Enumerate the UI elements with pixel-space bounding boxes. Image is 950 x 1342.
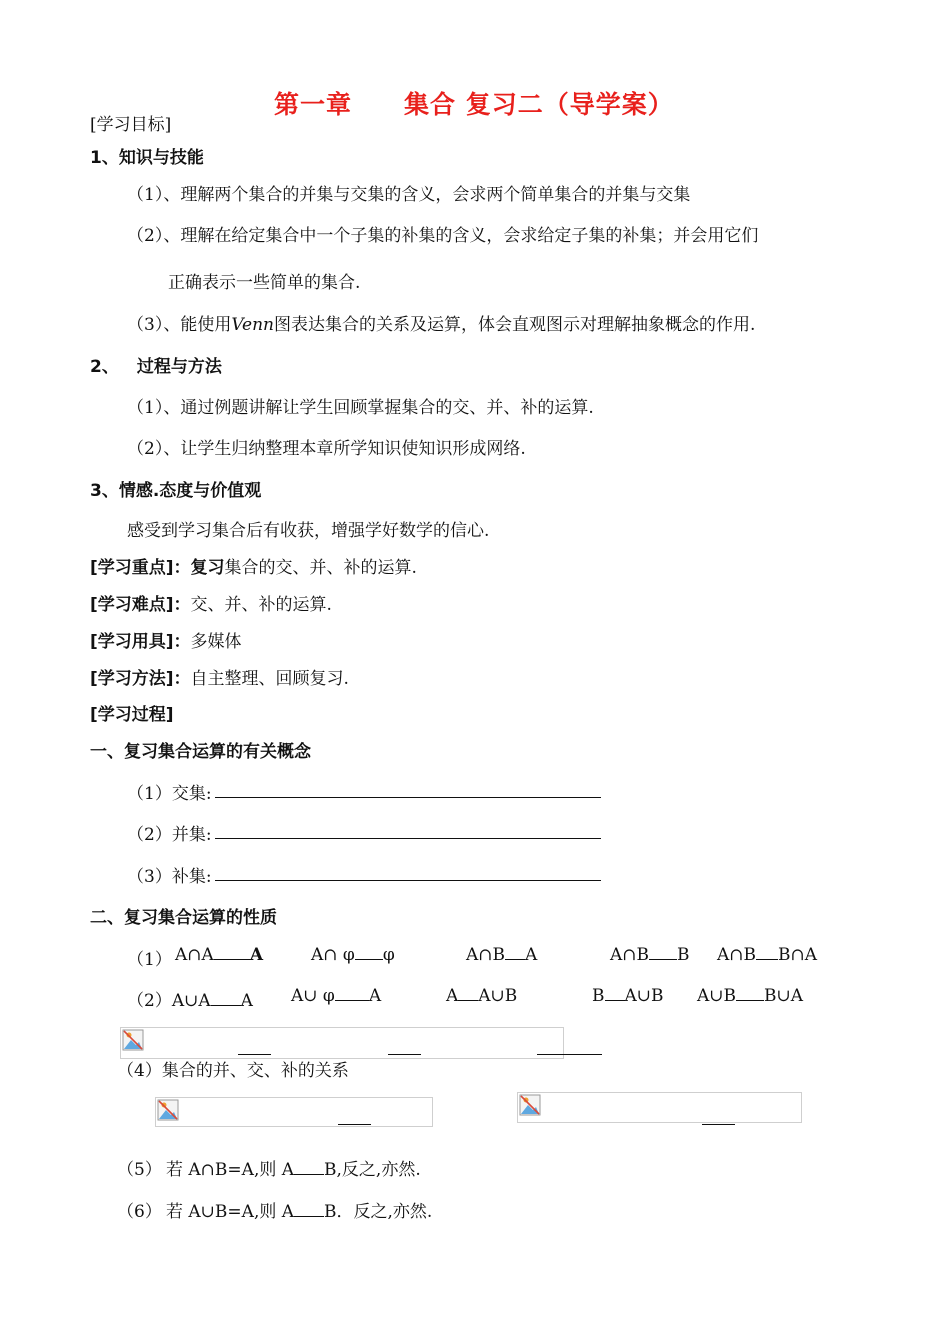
blank[interactable] xyxy=(338,1124,371,1125)
property-1c: A∩B A xyxy=(466,945,538,965)
blank[interactable] xyxy=(355,945,383,960)
process-item-1: （1）、通过例题讲解让学生回顾掌握集合的交、并、补的运算. xyxy=(127,398,594,418)
broken-image-left xyxy=(155,1097,433,1127)
attitude-text: 感受到学习集合后有收获，增强学好数学的信心. xyxy=(127,521,490,541)
learning-process-heading: [学习过程] xyxy=(90,705,174,725)
blank[interactable] xyxy=(649,945,677,960)
venn-term: Venn xyxy=(231,315,275,335)
property-5-num: （5） xyxy=(117,1160,162,1180)
property-6: 若 A∪B=A,则 A B．反之,亦然. xyxy=(166,1202,433,1222)
complement-blank[interactable] xyxy=(215,880,601,881)
objective-item-3: （3）、能使用Venn图表达集合的关系及运算，体会直观图示对理解抽象概念的作用. xyxy=(127,315,756,335)
complement-label: （3）补集: xyxy=(127,867,212,887)
property-row-1-num: （1） xyxy=(127,950,172,970)
blank[interactable] xyxy=(505,945,525,960)
blank[interactable] xyxy=(214,945,250,960)
process-item-2: （2）、让学生归纳整理本章所学知识使知识形成网络. xyxy=(127,439,526,459)
blank[interactable] xyxy=(335,986,369,1001)
property-5: 若 A∩B=A,则 A B,反之,亦然. xyxy=(166,1160,421,1180)
union-blank[interactable] xyxy=(215,838,601,839)
attitude-heading: 3、情感.态度与价值观 xyxy=(90,481,262,501)
broken-image-icon xyxy=(122,1029,144,1051)
method: [学习方法]：自主整理、回顾复习. xyxy=(90,669,349,689)
objective-item-1: （1）、理解两个集合的并集与交集的含义，会求两个简单集合的并集与交集 xyxy=(127,185,691,205)
difficulty: [学习难点]：交、并、补的运算. xyxy=(90,595,332,615)
objective-item-2: （2）、理解在给定集合中一个子集的补集的含义，会求给定子集的补集；并会用它们 xyxy=(127,226,759,246)
broken-image-icon xyxy=(519,1094,541,1116)
broken-image-right xyxy=(517,1092,802,1123)
blank[interactable] xyxy=(756,945,778,960)
union-label: （2）并集: xyxy=(127,825,212,845)
intersection-label: （1）交集: xyxy=(127,784,212,804)
blank[interactable] xyxy=(294,1160,324,1175)
blank[interactable] xyxy=(388,1054,421,1055)
property-1b: A∩ φ φ xyxy=(311,945,395,965)
part1-heading: 一、复习集合运算的有关概念 xyxy=(90,742,311,762)
objectives-heading: [学习目标] xyxy=(90,115,172,135)
property-2b: A∪ φ A xyxy=(291,986,382,1006)
property-1e: A∩B B∩A xyxy=(717,945,818,965)
property-1d: A∩B B xyxy=(610,945,690,965)
property-6-num: （6） xyxy=(117,1202,162,1222)
property-2e: A∪B B∪A xyxy=(697,986,804,1006)
blank[interactable] xyxy=(605,986,625,1001)
objective-item-2-cont: 正确表示一些简单的集合. xyxy=(168,273,361,293)
blank[interactable] xyxy=(702,1124,735,1125)
property-1a: A∩A A xyxy=(175,945,264,965)
property-2a: （2）A∪A A xyxy=(127,991,253,1011)
property-4-label: （4）集合的并、交、补的关系 xyxy=(117,1061,349,1081)
broken-image-icon xyxy=(157,1099,179,1121)
key-point: [学习重点]：复习集合的交、并、补的运算. xyxy=(90,558,417,578)
part2-heading: 二、复习集合运算的性质 xyxy=(90,908,277,928)
blank[interactable] xyxy=(458,986,478,1001)
property-2c: A A∪B xyxy=(446,986,518,1006)
knowledge-skills-heading: 1、知识与技能 xyxy=(90,148,204,168)
process-method-heading: 2、 过程与方法 xyxy=(90,357,222,377)
blank[interactable] xyxy=(238,1054,271,1055)
tools: [学习用具]：多媒体 xyxy=(90,632,242,652)
broken-image-row3 xyxy=(120,1027,564,1059)
blank[interactable] xyxy=(537,1054,602,1055)
intersection-blank[interactable] xyxy=(215,797,601,798)
blank[interactable] xyxy=(211,991,241,1006)
blank[interactable] xyxy=(294,1202,324,1217)
property-2d: B A∪B xyxy=(592,986,664,1006)
blank[interactable] xyxy=(736,986,764,1001)
page-title: 第一章 集合 复习二（导学案） xyxy=(274,90,674,119)
